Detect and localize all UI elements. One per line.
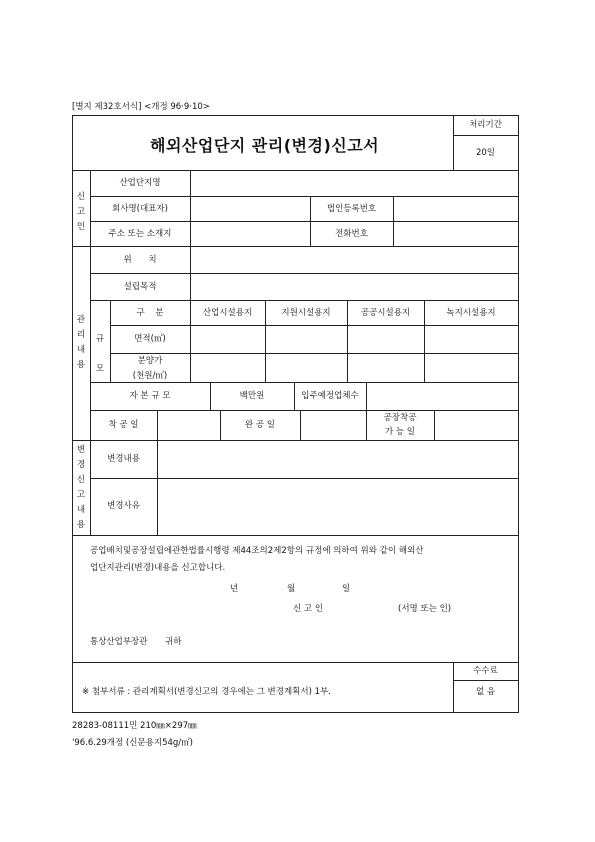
- label-start-date: 착 공 일: [108, 420, 139, 430]
- label-change-content: 변경내용: [107, 454, 140, 464]
- label-price: 분양가: [137, 356, 163, 366]
- input-complex-name[interactable]: [191, 171, 517, 195]
- input-phone[interactable]: [394, 222, 517, 245]
- fee-value: 없 음: [475, 687, 496, 697]
- input-address[interactable]: [191, 222, 309, 245]
- date-month-label: 월: [287, 584, 296, 594]
- label-completion-date: 완 공 일: [244, 420, 276, 430]
- column-public-land: 공공시설용지: [360, 308, 411, 318]
- processing-period-label: 처리기간: [469, 120, 502, 130]
- reporter-signature-label: 신 고 인: [293, 604, 324, 614]
- label-purpose: 설립목적: [123, 282, 157, 292]
- label-price-unit: (천원/㎡): [132, 371, 168, 381]
- label-capital: 자 본 규 모: [129, 391, 171, 401]
- section-label-management: 관리내용: [76, 315, 86, 370]
- date-year-label: 년: [230, 584, 239, 594]
- label-million-won: 백만원: [239, 391, 265, 401]
- input-start-date[interactable]: [158, 411, 219, 439]
- input-location[interactable]: [191, 247, 517, 272]
- footer-form-spec: 28283-08111민 210㎜×297㎜: [72, 721, 197, 731]
- label-scale: 규모: [95, 334, 105, 374]
- input-corp-no[interactable]: [394, 197, 517, 220]
- label-complex-name: 산업단지명: [119, 178, 161, 188]
- column-support-land: 지원시설용지: [281, 308, 331, 318]
- section-label-change: 변경신고내용: [76, 445, 86, 530]
- label-tenant-count: 입주예정업체수: [301, 391, 359, 401]
- input-purpose[interactable]: [191, 274, 517, 299]
- signature-or-seal-note: (서명 또는 인): [398, 604, 452, 614]
- label-change-reason: 변경사유: [107, 501, 140, 511]
- label-company: 회사명(대표자): [112, 204, 168, 214]
- label-area: 면적(㎡): [134, 334, 166, 344]
- fee-label: 수수료: [473, 666, 498, 676]
- date-day-label: 일: [342, 584, 351, 594]
- attachment-note: ※ 첨부서류 : 관리계획서(변경신고의 경우에는 그 변경계획서) 1부.: [82, 687, 331, 697]
- label-factory-start-line1: 공장착공: [383, 413, 417, 423]
- addressee-honorific: 귀하: [165, 637, 182, 647]
- addressee-minister: 통상산업부장관: [90, 637, 148, 647]
- column-green-land: 녹지시설용지: [446, 308, 496, 318]
- reporter-signature-field[interactable]: [340, 600, 395, 616]
- declaration-text-line2: 업단지관리(변경)내용을 신고합니다.: [90, 563, 226, 573]
- input-factory-start-date[interactable]: [435, 411, 517, 439]
- processing-period-value: 20일: [475, 148, 496, 158]
- label-phone: 전화번호: [335, 229, 368, 239]
- footer-revision-note: '96.6.29개정 (신문용지54g/㎡): [72, 738, 193, 748]
- form-number-note: [별지 제32호서식] <개정 96·9·10>: [72, 102, 210, 112]
- input-tenant-count[interactable]: [367, 383, 517, 409]
- input-completion-date[interactable]: [301, 411, 365, 439]
- form-title: 해외산업단지 관리(변경)신고서: [150, 136, 380, 155]
- input-change-content[interactable]: [158, 441, 517, 477]
- input-area-row[interactable]: [191, 326, 517, 352]
- label-corp-no: 법인등록번호: [326, 204, 377, 214]
- column-industrial-land: 산업시설용지: [202, 308, 253, 318]
- input-company[interactable]: [191, 197, 309, 220]
- declaration-text-line1: 공업배치및공장설립에관한법률시행령 제44조의2제2항의 규정에 의하여 위와 같이 해외산: [90, 546, 424, 556]
- label-factory-start-line2: 가 능 일: [384, 427, 416, 437]
- label-category: 구 분: [136, 308, 164, 318]
- label-location: 위 치: [123, 255, 157, 265]
- input-price-row[interactable]: [191, 354, 517, 381]
- label-address: 주소 또는 소재지: [108, 229, 172, 239]
- input-change-reason[interactable]: [158, 479, 517, 534]
- section-label-reporter: 신고인: [76, 192, 86, 232]
